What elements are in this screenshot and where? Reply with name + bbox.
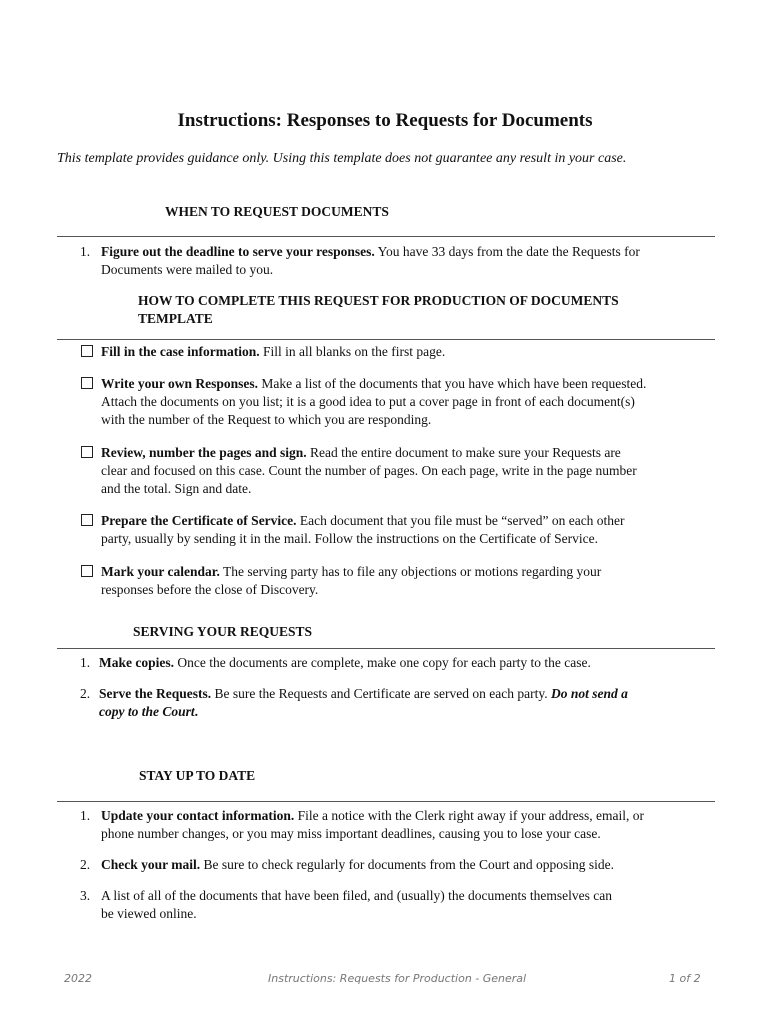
item-text: Review, number the pages and sign. Read the entire document to make sure your Requests are clear and focused on this case. Count the number of pages. On each page, write in the page number and the total. Sign and date. (101, 445, 637, 496)
section-divider (57, 648, 715, 649)
item-text: Make copies. Once the documents are complete, make one copy for each party to the case. (99, 655, 591, 670)
disclaimer: This template provides guidance only. Using this template does not guarantee any result in your case. (57, 151, 627, 166)
section-heading-stay: STAY UP TO DATE (139, 768, 256, 783)
checkbox-icon[interactable] (81, 345, 93, 357)
item-text: Mark your calendar. The serving party has to file any objections or motions regarding your responses before the close of Discovery. (101, 564, 602, 597)
item-text: A list of all of the documents that have been filed, and (usually) the documents themselves can be viewed online. (101, 888, 612, 921)
checkbox-icon[interactable] (81, 377, 93, 389)
section-heading-how: HOW TO COMPLETE THIS REQUEST FOR PRODUCTION OF DOCUMENTS TEMPLATE (138, 293, 619, 326)
item-number: 2. (80, 857, 91, 872)
item-text: Fill in the case information. Fill in all blanks on the first page. (101, 344, 446, 359)
footer-page-number: 1 of 2 (669, 972, 701, 985)
item-number: 1. (80, 244, 91, 259)
checkbox-icon[interactable] (81, 446, 93, 458)
checkbox-icon[interactable] (81, 565, 93, 577)
item-text: Check your mail. Be sure to check regularly for documents from the Court and opposing side. (101, 857, 615, 872)
item-text: Prepare the Certificate of Service. Each document that you file must be “served” on each other party, usually by sending it in the mail. Follow the instructions on the Certificate of Service. (101, 513, 625, 546)
section-heading-when: WHEN TO REQUEST DOCUMENTS (165, 204, 389, 219)
item-text: Figure out the deadline to serve your responses. You have 33 days from the date the Requests for Documents were mailed to you. (101, 244, 640, 277)
item-number: 3. (80, 888, 91, 903)
section-divider (57, 236, 715, 237)
document-title: Instructions: Responses to Requests for Documents (177, 110, 593, 131)
section-divider (57, 339, 715, 340)
section-divider (57, 801, 715, 802)
checkbox-icon[interactable] (81, 514, 93, 526)
section-heading-serving: SERVING YOUR REQUESTS (133, 624, 313, 639)
item-text: Write your own Responses. Make a list of the documents that you have which have been requested. Attach the documents on you list; it is a good idea to put a cover page in front of each document(s) with the number of the Request to which you are responding. (101, 376, 647, 427)
item-text: Serve the Requests. Be sure the Requests and Certificate are served on each party. Do not send a copy to the Court. (99, 686, 628, 719)
footer-year: 2022 (64, 972, 92, 985)
item-text: Update your contact information. File a notice with the Clerk right away if your address, email, or phone number changes, or you may miss important deadlines, causing you to lose your case. (101, 808, 645, 841)
item-number: 1. (80, 808, 91, 823)
item-number: 1. (80, 655, 91, 670)
item-number: 2. (80, 686, 91, 701)
footer-doc-name: Instructions: Requests for Production - General (268, 972, 527, 985)
